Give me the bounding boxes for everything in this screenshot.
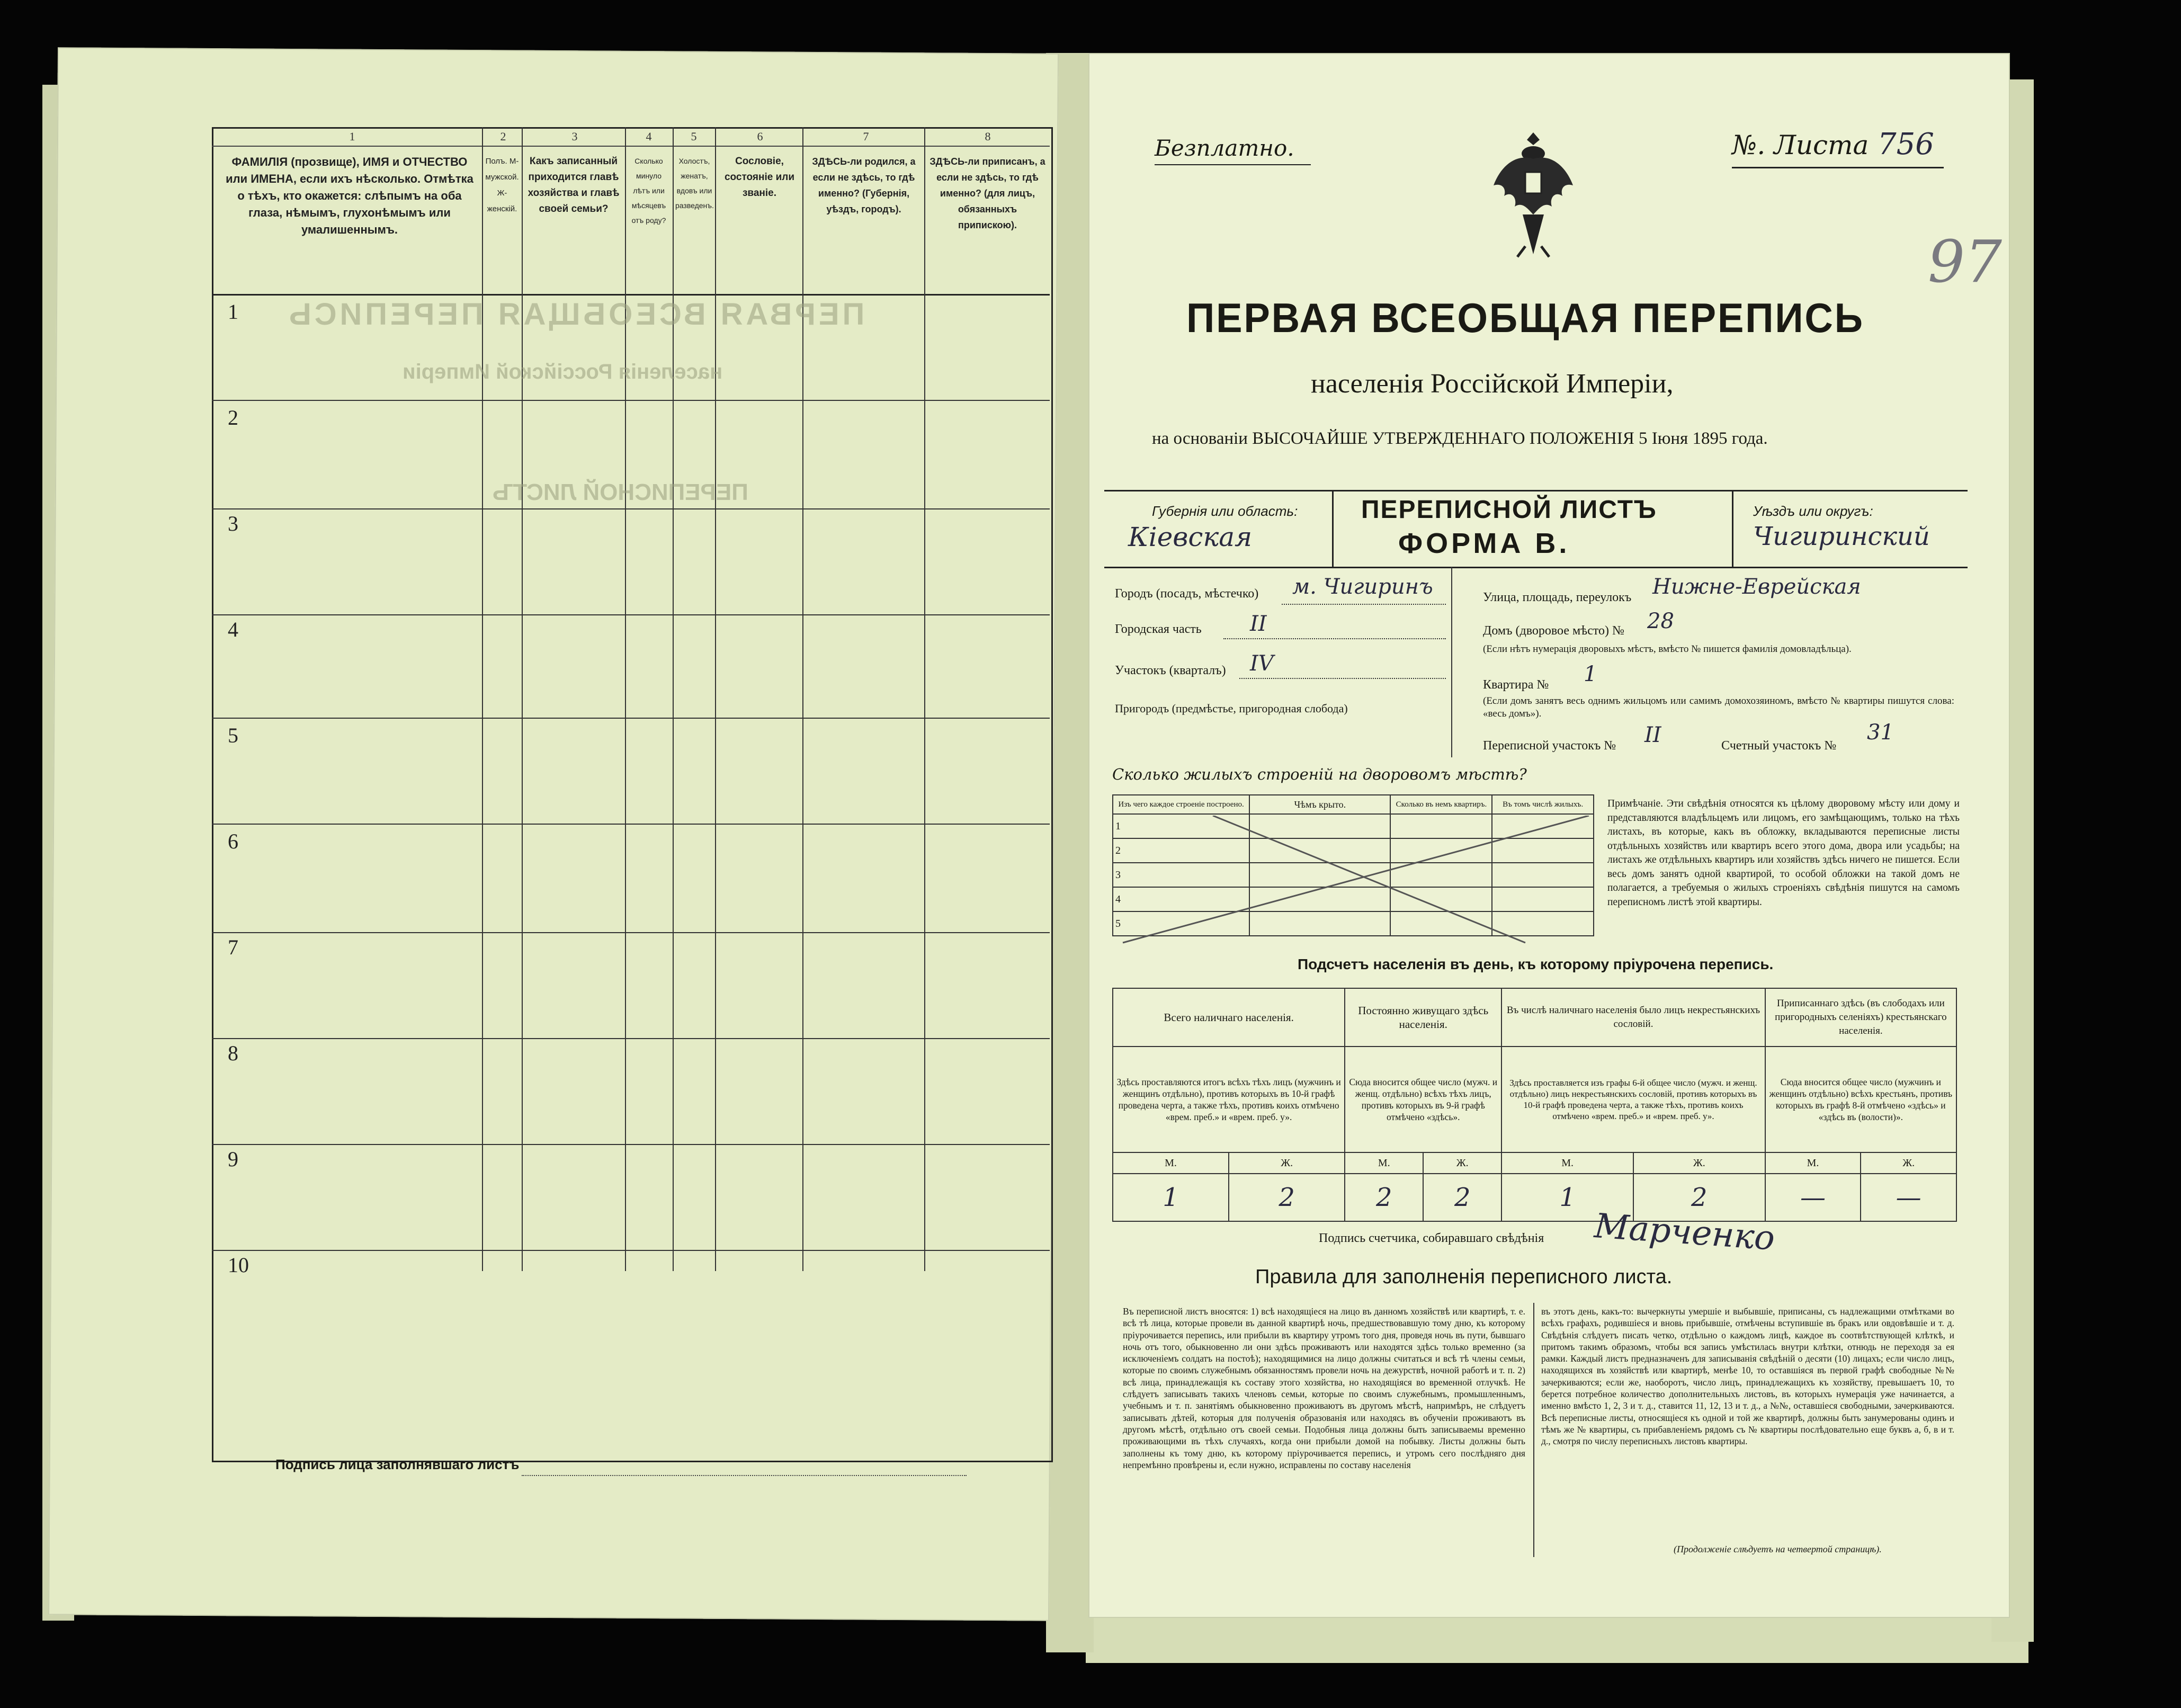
city-label: Городъ (посадъ, мѣстечко) — [1115, 587, 1259, 601]
district-label: Участокъ (кварталъ) — [1115, 664, 1226, 677]
bleed-through-heading: ПЕРЕПИСНОЙ ЛИСТЪ — [493, 479, 748, 505]
buildings-row-number: 4 — [1113, 887, 1249, 911]
row-number: 8 — [228, 1041, 238, 1065]
sex-label: Ж. — [1633, 1152, 1765, 1174]
column-number: 6 — [757, 130, 763, 143]
census-area-label: Переписной участокъ № — [1483, 739, 1616, 753]
apartment-value: 1 — [1584, 662, 1597, 686]
district-value: IV — [1250, 651, 1274, 676]
rules-continuation: (Продолженіе слѣдуетъ на четвертой страницѣ). — [1674, 1544, 1882, 1554]
buildings-row-number: 3 — [1113, 863, 1249, 887]
column-header-name: ФАМИЛІЯ (прозвище), ИМЯ и ОТЧЕСТВО или ИМЕНА, если ихъ нѣсколько. Отмѣтка о тѣхъ, кто окажется: слѣпымъ на оба глаза, нѣмымъ, глухонѣмымъ или умалишеннымъ. — [226, 155, 473, 236]
count-value: — — [1861, 1174, 1956, 1221]
enumerator-label: Подпись счетчика, собиравшаго свѣдѣнія — [1319, 1231, 1544, 1245]
count-area-value: 31 — [1867, 720, 1894, 745]
sex-label: М. — [1345, 1152, 1423, 1174]
row-line — [212, 400, 1050, 401]
header-box-top-line — [1104, 490, 1968, 491]
count-value: 1 — [1113, 1174, 1229, 1221]
column-header-marital: Холостъ, женатъ, вдовъ или разведенъ. — [675, 157, 714, 210]
sex-label: Ж. — [1229, 1152, 1345, 1174]
uezd-label: Уѣздъ или округъ: — [1753, 503, 1873, 519]
house-label: Домъ (дворовое мѣсто) № — [1483, 624, 1624, 638]
count-description: Здѣсь проставляются итогъ всѣхъ тѣхъ лицъ (мужчинъ и женщинъ отдѣльно), противъ которыхъ въ 10-й графѣ проведена черта, а также тѣхъ, противъ коихъ отмѣчено «врем. преб.» и «врем. преб. у». — [1113, 1047, 1345, 1152]
city-line — [1282, 604, 1446, 605]
header-box-divider — [1332, 490, 1334, 567]
free-label-underline — [1155, 164, 1311, 165]
bleed-through-subtitle: населенія Россійской Имперіи — [403, 360, 723, 383]
count-header: Приписаннаго здѣсь (въ слободахъ или пригородныхъ селеніяхъ) крестьянскаго населенія. — [1765, 988, 1956, 1047]
count-value: — — [1765, 1174, 1861, 1221]
signature-line — [522, 1475, 967, 1476]
sex-label: Ж. — [1861, 1152, 1956, 1174]
column-header-relation: Какъ записанный приходится главѣ хозяйства и главѣ своей семьи? — [528, 156, 620, 214]
signature-label: Подпись лица заполнявшаго листъ — [275, 1456, 520, 1472]
rules-title: Правила для заполненія переписного листа. — [1255, 1266, 1673, 1288]
form-title-line2: ФОРМА В. — [1398, 527, 1570, 559]
count-header: Въ числѣ наличнаго населенія было лицъ некрестьянскихъ сословій. — [1501, 988, 1765, 1047]
sex-label: М. — [1765, 1152, 1861, 1174]
gubernia-value: Кіевская — [1128, 522, 1253, 552]
population-count-table — [1112, 988, 1957, 1222]
row-number: 5 — [228, 723, 238, 747]
buildings-cross-out — [1112, 816, 1594, 948]
apartment-note: (Если домъ занятъ весь однимъ жильцомъ или самимъ домохозяиномъ, вмѣсто № квартиры пишутся слова: «весь домъ»). — [1483, 695, 1954, 719]
row-line — [212, 614, 1050, 615]
count-value: 1 — [1501, 1174, 1633, 1221]
district-line — [1239, 678, 1446, 679]
row-line — [212, 1144, 1050, 1145]
form-title-line1: ПЕРЕПИСНОЙ ЛИСТЪ — [1361, 496, 1657, 524]
row-line — [212, 824, 1050, 825]
column-number: 1 — [349, 130, 355, 143]
column-number: 8 — [985, 130, 991, 143]
buildings-row-number: 5 — [1113, 911, 1249, 936]
count-value: 2 — [1229, 1174, 1345, 1221]
rules-left-column: Въ переписной листъ вносятся: 1) всѣ находящіеся на лицо въ данномъ хозяйствѣ или квартирѣ, т. е. всѣ тѣ лица, которые провели въ данной квартирѣ ночь, предшествовавшую тому дню, къ которому пріурочивается перепись, или прибыли въ квартиру утромъ того дня, проведя ночь въ пути, бывшаго ночь отъ того, обыкновенно ли они здѣсь проживаютъ или находятся здѣсь только временно (за исключеніемъ солдатъ на постоѣ); находящимися на лицо должны считаться и всѣ тѣ члены семьи, которые по своимъ служебнымъ обязанностямъ провели ночь на дежурствѣ, ночной работѣ и т. п. 2) всѣ лица, принадлежащія къ составу этого хозяйства, но находящіяся во временной отлучкѣ. Не слѣдуетъ записывать такихъ членовъ семьи, которые по своимъ служебнымъ, промышленнымъ, учебнымъ и т. п. занятіямъ обыкновенно проживаютъ въ другомъ мѣстѣ, напримѣръ, не слѣдуетъ записывать дѣтей, которыя для полученія образованія или находясь въ обученіи проживаютъ въ другомъ мѣстѣ, отдѣльно отъ своей семьи. Подобныя лица должны быть записываемы временно проживающими въ тѣхъ случаяхъ, когда они прибыли домой на побывку. Листы должны быть заполнены къ тому дню, къ которому пріурочивается перепись, и утромъ сего послѣдняго дня непремѣнно провѣрены и, если нужно, исправлены по составу населенія — [1123, 1306, 1525, 1470]
count-description: Сюда вносится общее число (мужчинъ и женщинъ отдѣльно) всѣхъ крестьянъ, противъ которыхъ въ графѣ 8-й отмѣчено «здѣсь» и «здѣсь въ (волости)». — [1765, 1047, 1956, 1152]
street-label: Улица, площадь, переулокъ — [1483, 591, 1632, 604]
count-description: Сюда вносится общее число (мужч. и женщ. отдѣльно) всѣхъ тѣхъ лицъ, противъ которыхъ въ 9-й графѣ отмѣчено «здѣсь». — [1345, 1047, 1501, 1152]
buildings-header: Изъ чего каждое строеніе построено. — [1113, 795, 1249, 814]
count-header: Всего наличнаго населенія. — [1113, 988, 1345, 1047]
sex-label: М. — [1113, 1152, 1229, 1174]
legal-basis: на основаніи ВЫСОЧАЙШЕ УТВЕРЖДЕННАГО ПОЛОЖЕНІЯ 5 Іюня 1895 года. — [1152, 429, 1768, 448]
column-header-birthplace: ЗДѢСЬ-ли родился, а если не здѣсь, то гдѣ именно? (Губернія, уѣздъ, городъ). — [812, 156, 916, 214]
free-label: Безплатно. — [1155, 135, 1294, 161]
count-header: Постоянно живущаго здѣсь населенія. — [1345, 988, 1501, 1047]
row-number: 9 — [228, 1147, 238, 1171]
apartment-label: Квартира № — [1483, 678, 1549, 692]
column-number: 5 — [691, 130, 697, 143]
rules-right-column: въ этотъ день, какъ-то: вычеркнуты умершіе и выбывшіе, приписаны, съ надлежащими отмѣтками во всѣхъ графахъ, родившіеся и вновь прибывшіе, отмѣчены вступившіе въ бракъ или овдовѣвшіе и т. д. Свѣдѣнія слѣдуетъ писать четко, отдѣльно о каждомъ лицѣ, каждое въ соотвѣтствующей клѣткѣ, и притомъ такимъ образомъ, чтобы вся запись умѣстилась внутри клѣтки, отнюдь не переходя за ея рамки. Каждый листъ предназначенъ для записыванія свѣдѣній о десяти (10) лицахъ; если число лицъ, находящихся въ хозяйствѣ или квартирѣ, менѣе 10, то оставшіяся въ первой графѣ свободные №№ зачеркиваются; если же, наоборотъ, число лицъ, принадлежащихъ къ хозяйству, превышаетъ 10, то берется потребное количество дополнительныхъ листовъ, въ которыхъ нумерація уже начинается, а именно вмѣсто 1, 2, 3 и т. д., ставится 11, 12, 13 и т. д., а №№, оставшіеся свободными, зачеркиваются. Всѣ переписные листы, относящіеся къ одной и той же квартирѣ, должны быть занумерованы одинъ и тѣмъ же № квартиры, съ прибавленіемъ рядомъ съ № квартиры послѣдовательно еще буквъ а, б, в и т. д., смотря по числу переписныхъ листовъ квартиры. — [1541, 1306, 1954, 1447]
city-part-label: Городская часть — [1115, 622, 1202, 636]
column-header-registration: ЗДѢСЬ-ли приписанъ, а если не здѣсь, то гдѣ именно? (для лицъ, обязанныхъ припискою). — [929, 156, 1045, 230]
buildings-note: Примѣчаніе. Эти свѣдѣнія относятся къ цѣлому дворовому мѣсту или дому и представляются владѣльцемъ или лицомъ, его замѣщающимъ, только на тѣхъ листахъ, въ которые, какъ въ обложку, вкладываются переписные листы отдѣльныхъ хозяйствъ или квартиръ всего этого дома, двора или усадьбы; на листахъ же отдѣльныхъ квартиръ или хозяйствъ здѣсь ничего не пишется. Если весь домъ занятъ одной квартирой, то особой обложки на такой домъ не полагается, а требуемыя о жилыхъ строеніяхъ свѣдѣнія пишутся на самомъ переписномъ листѣ этой квартиры. — [1607, 798, 1960, 908]
document-title: ПЕРВАЯ ВСЕОБЩАЯ ПЕРЕПИСЬ — [1186, 294, 1864, 341]
column-number: 4 — [646, 130, 652, 143]
imperial-eagle-emblem — [1486, 122, 1581, 270]
buildings-question: Сколько жилыхъ строеній на дворовомъ мѣстѣ? — [1112, 765, 1527, 783]
header-box-bottom-line — [1104, 567, 1968, 568]
bleed-through-title: ПЕРВАЯ ВСЕОБЩАЯ ПЕРЕПИСЬ — [286, 297, 865, 332]
row-number: 6 — [228, 829, 238, 853]
sheet-number-underline — [1732, 167, 1944, 168]
row-number: 7 — [228, 935, 238, 959]
row-number: 2 — [228, 406, 238, 430]
header-box-divider — [1732, 490, 1733, 567]
row-number: 10 — [228, 1253, 249, 1277]
street-value: Нижне-Еврейская — [1652, 575, 1861, 599]
gubernia-label: Губернія или область: — [1152, 503, 1298, 519]
sex-label: Ж. — [1423, 1152, 1501, 1174]
house-note: (Если нѣтъ нумерація дворовыхъ мѣстъ, вмѣсто № пишется фамилія домовладѣльца). — [1483, 643, 1852, 655]
column-number: 3 — [571, 130, 578, 143]
column-number: 2 — [500, 130, 506, 143]
city-value: м. Чигиринъ — [1292, 575, 1433, 599]
house-value: 28 — [1647, 609, 1674, 633]
row-line — [212, 508, 1050, 509]
count-value: 2 — [1633, 1174, 1765, 1221]
count-description: Здѣсь проставляется изъ графы 6-й общее число (мужч. и женщ. отдѣльно) лицъ некрестьянскихъ сословій, противъ которыхъ въ 10-й графѣ проведена черта, а также тѣхъ, противъ коихъ отмѣчено «врем. преб.» и «врем. преб. у». — [1501, 1047, 1765, 1152]
column-header-sex: Полъ. М-мужской. Ж-женскій. — [485, 157, 519, 213]
buildings-row-number: 1 — [1113, 814, 1249, 838]
city-part-value: II — [1250, 612, 1267, 636]
row-line — [212, 718, 1050, 719]
row-number: 1 — [228, 300, 238, 324]
row-line — [212, 932, 1050, 933]
row-line — [212, 1250, 1050, 1251]
buildings-header: Сколько въ немъ квартиръ. — [1390, 795, 1492, 814]
count-value: 2 — [1423, 1174, 1501, 1221]
col-line — [924, 127, 925, 1271]
count-value: 2 — [1345, 1174, 1423, 1221]
count-area-label: Счетный участокъ № — [1721, 739, 1837, 753]
rules-column-divider — [1533, 1303, 1534, 1557]
row-line — [212, 1038, 1050, 1039]
buildings-header: Чѣмъ крыто. — [1249, 795, 1390, 814]
sheet-number-value: 756 — [1878, 127, 1934, 162]
count-title: Подсчетъ населенія въ день, къ которому пріурочена перепись. — [1298, 956, 1774, 972]
column-header-age: Сколько минуло лѣтъ или мѣсяцевъ отъ роду? — [631, 157, 666, 225]
address-divider — [1451, 567, 1452, 757]
enumerator-signature: Марченко — [1593, 1206, 1776, 1258]
census-area-value: II — [1644, 723, 1661, 747]
column-header-estate: Сословіе, состояніе или званіе. — [724, 156, 795, 199]
buildings-row-number: 2 — [1113, 838, 1249, 863]
sheet-number-label: №. Листа — [1732, 130, 1869, 160]
column-number: 7 — [863, 130, 869, 143]
uezd-value: Чигиринский — [1753, 522, 1930, 551]
suburb-label: Пригородъ (предмѣстье, пригородная слобода) — [1115, 702, 1348, 715]
corner-pencil-number: 97 — [1928, 228, 2002, 296]
document-subtitle: населенія Россійской Имперіи, — [1311, 369, 1674, 399]
row-number: 3 — [228, 512, 238, 535]
sex-label: М. — [1501, 1152, 1633, 1174]
city-part-line — [1223, 638, 1446, 639]
buildings-header: Въ томъ числѣ жилыхъ. — [1492, 795, 1594, 814]
row-number: 4 — [228, 618, 238, 641]
